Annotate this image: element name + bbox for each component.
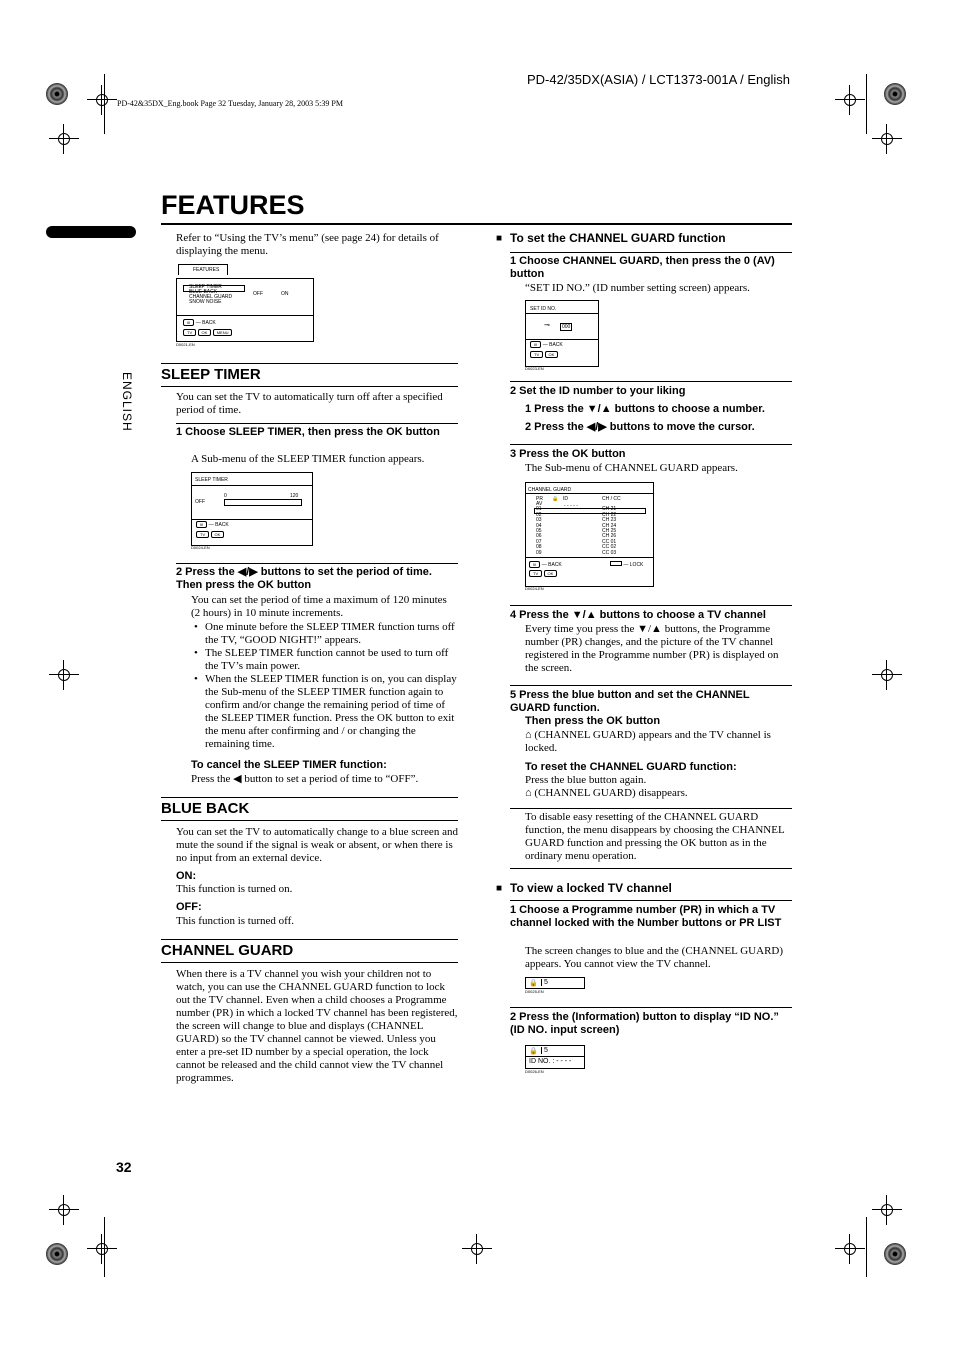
crop-mark bbox=[462, 1234, 492, 1264]
cg-row-pr: AV bbox=[536, 501, 543, 507]
sleep-cancel-heading: To cancel the SLEEP TIMER function: bbox=[191, 759, 387, 771]
cg-row-channel: CH 22 bbox=[602, 511, 617, 518]
channel-guard-screen: CHANNEL GUARD PR 🔒 ID CH / CC AV 01 CH 21 02 CH 22 03 CH 23 04 CH 24 05 CH 25 06 CH 26 07 CC 01 08 CC 02 09 CC 03 - - - - - III — BACK TV OK — LOCK D0024-EN bbox=[525, 482, 655, 594]
guard-step-2b: 2 Press the ◀/▶ buttons to move the cursor. bbox=[525, 421, 755, 433]
figure-code: D0024-EN bbox=[525, 586, 544, 591]
section-square-icon: ■ bbox=[496, 883, 503, 894]
cg-col-pr: PR bbox=[536, 496, 543, 502]
sleep-note: • The SLEEP TIMER function cannot be used to turn off the TV’s main power. bbox=[191, 647, 458, 673]
locked-screen-indicator bbox=[525, 977, 587, 997]
cg-row-channel: CH 25 bbox=[602, 527, 617, 534]
blue-off-text: This function is turned off. bbox=[176, 915, 295, 927]
set-id-back: BACK bbox=[549, 342, 563, 348]
cg-id-dashes: - - - - - bbox=[564, 503, 578, 509]
sleep-cancel-text: Press the ◀ button to set a period of time to “OFF”. bbox=[191, 773, 419, 785]
remote-back-key: III bbox=[183, 319, 194, 326]
locked-pr-number: 5 bbox=[541, 979, 548, 986]
set-guard-heading: To set the CHANNEL GUARD function bbox=[510, 231, 726, 245]
sleep-step-1: 1 Choose SLEEP TIMER, then press the OK button bbox=[176, 426, 440, 438]
cg-table-row bbox=[536, 551, 646, 556]
menu-on-option: ON bbox=[281, 291, 289, 297]
cg-back: BACK bbox=[548, 562, 562, 568]
cg-row-pr: 09 bbox=[536, 549, 542, 556]
set-id-value: 000 bbox=[562, 324, 571, 330]
menu-item: CHANNEL GUARD bbox=[189, 294, 233, 300]
guard-step-4-desc: Every time you press the ▼/▲ buttons, the Programme number (PR) changes, and the picture of the TV channel registered in the Programme number (PR) is displayed on the screen. bbox=[525, 623, 779, 674]
cg-row-pr: 05 bbox=[536, 527, 542, 534]
section-square-icon: ■ bbox=[496, 233, 503, 244]
set-id-title: SET ID NO. bbox=[530, 306, 557, 312]
guard-step-5b: Then press the OK button bbox=[525, 715, 661, 727]
registration-target bbox=[46, 83, 68, 105]
guard-step-1: 1 Choose CHANNEL GUARD, then press the 0 (AV) button bbox=[510, 255, 775, 280]
cg-row-channel: CC 02 bbox=[602, 544, 617, 551]
intro-text: Refer to “Using the TV’s menu” (see page 24) for details of displaying the menu. bbox=[176, 232, 439, 257]
title-rule bbox=[161, 223, 792, 225]
lock-icon: 🔒 bbox=[529, 1048, 538, 1055]
sleep-timer-screen: SLEEP TIMER OFF 0 120 III — BACK TV OK D0024-EN bbox=[191, 472, 315, 552]
id-input-screen bbox=[525, 1045, 587, 1079]
cg-row-channel: CC 01 bbox=[602, 538, 617, 545]
sleep-screen-title: SLEEP TIMER bbox=[195, 477, 228, 483]
cg-row-channel: CH 21 bbox=[602, 506, 617, 513]
cg-row-pr: 04 bbox=[536, 522, 542, 529]
cg-row-channel: CH 26 bbox=[602, 533, 617, 540]
sleep-step-1-desc: A Sub-menu of the SLEEP TIMER function appears. bbox=[191, 453, 425, 465]
sleep-timer-heading: SLEEP TIMER bbox=[161, 366, 261, 383]
crop-mark bbox=[49, 1195, 79, 1225]
figure-code: D0026-EN bbox=[525, 1069, 544, 1074]
guard-step-3-desc: The Sub-menu of CHANNEL GUARD appears. bbox=[525, 462, 738, 474]
crop-mark bbox=[835, 85, 865, 115]
cg-row-pr: 08 bbox=[536, 544, 542, 551]
registration-target bbox=[884, 1243, 906, 1265]
crop-mark bbox=[872, 124, 902, 154]
crop-mark bbox=[87, 1234, 117, 1264]
id-no-input: ID NO. : - - - - bbox=[529, 1058, 572, 1065]
blue-back-heading: BLUE BACK bbox=[161, 800, 250, 817]
guard-step-2a: 1 Press the ▼/▲ buttons to choose a number. bbox=[525, 403, 765, 415]
cg-title: CHANNEL GUARD bbox=[528, 487, 572, 493]
book-info-line: PD-42&35DX_Eng.book Page 32 Tuesday, January 28, 2003 5:39 PM bbox=[117, 99, 343, 108]
cg-row-pr: 07 bbox=[536, 538, 542, 545]
lock-icon: ⌂ bbox=[525, 787, 532, 799]
menu-off-option: OFF bbox=[253, 291, 263, 297]
guard-step-5: 5 Press the blue button and set the CHANNEL GUARD function. bbox=[510, 689, 750, 714]
back-label: BACK bbox=[202, 320, 216, 326]
figure-code: D0024-EN bbox=[191, 545, 210, 550]
sleep-screen-max: 120 bbox=[290, 493, 299, 499]
registration-target bbox=[884, 83, 906, 105]
blue-on-label: ON: bbox=[176, 870, 197, 882]
cg-col-chcc: CH / CC bbox=[602, 496, 621, 502]
channel-guard-intro: When there is a TV channel you wish your children not to watch, you can use the CHANNEL GUARD function to lock out the TV channel. Even when a child chooses a Programme number (PR) in which a locked TV channel has been registered, the screen will change to blue and displays (CHANNEL GUARD) so the TV channel cannot be viewed. Unless you enter a pre-set ID number by a special operation, the lock cannot be released and the child cannot view the TV channel programmes. bbox=[176, 968, 458, 1084]
sleep-note: • One minute before the SLEEP TIMER function turns off the TV, “GOOD NIGHT!” appears. bbox=[191, 621, 458, 647]
menu-item: BLUE BACK bbox=[189, 289, 218, 295]
sleep-timer-intro: You can set the TV to automatically turn off after a specified period of time. bbox=[176, 391, 443, 416]
crop-mark bbox=[872, 660, 902, 690]
page-number: 32 bbox=[116, 1159, 132, 1175]
cg-lock-icon: 🔒 bbox=[552, 496, 559, 502]
guard-step-2: 2 Set the ID number to your liking bbox=[510, 385, 686, 397]
view-step-1-desc: The screen changes to blue and the (CHANNEL GUARD) appears. You cannot view the TV channel. bbox=[525, 945, 784, 970]
set-id-screen: SET ID NO. ⊸ 000 III — BACK TV OK D0023-EN bbox=[525, 300, 600, 375]
crop-mark bbox=[49, 660, 79, 690]
cg-col-id: ID bbox=[563, 496, 568, 502]
reset-heading: To reset the CHANNEL GUARD function: bbox=[525, 761, 737, 773]
reset-text-1: Press the blue button again. bbox=[525, 774, 647, 786]
document-id: PD-42/35DX(ASIA) / LCT1373-001A / English bbox=[527, 72, 791, 87]
guard-step-3: 3 Press the OK button bbox=[510, 448, 626, 460]
menu-item: SLEEP TIMER bbox=[189, 284, 222, 290]
figure-code: D0023-EN bbox=[525, 366, 544, 371]
cg-lock: LOCK bbox=[629, 562, 644, 568]
cg-row-channel: CC 03 bbox=[602, 549, 617, 556]
cg-row-pr: 02 bbox=[536, 511, 542, 518]
features-menu-screen: FEATURES SLEEP TIMER BLUE BACK CHANNEL GUARD SNOW NOISE OFF ON III — BACK TV OK MENU D0021-EN bbox=[176, 264, 316, 344]
view-step-1: 1 Choose a Programme number (PR) in which a TV channel locked with the Number buttons or PR LIST bbox=[510, 904, 782, 929]
blue-on-text: This function is turned on. bbox=[176, 883, 293, 895]
cg-row-pr: 03 bbox=[536, 517, 542, 524]
registration-target bbox=[46, 1243, 68, 1265]
sleep-slider bbox=[224, 499, 302, 506]
menu-tab-label: FEATURES bbox=[193, 267, 220, 273]
page-title: FEATURES bbox=[161, 190, 305, 220]
sleep-step-2-desc: You can set the period of time a maximum of 120 minutes (2 hours) in 10 minute increments. bbox=[191, 594, 447, 619]
lock-icon: ⌂ bbox=[525, 729, 532, 741]
view-step-2: 2 Press the (Information) button to display “ID NO.” (ID NO. input screen) bbox=[510, 1011, 779, 1036]
guard-step-5-desc: (CHANNEL GUARD) appears and the TV channel is locked. bbox=[525, 729, 771, 754]
blue-off-label: OFF: bbox=[176, 901, 202, 913]
guard-step-1-desc: “SET ID NO.” (ID number setting screen) appears. bbox=[525, 282, 750, 294]
cg-row-pr: 06 bbox=[536, 533, 542, 540]
sleep-note: • When the SLEEP TIMER function is on, you can display the Sub-menu of the SLEEP TIMER function again to confirm and/or change the remaining period of time of the SLEEP TIMER function. Press the OK button to exit the menu after confirming and / or changing the remaining time. bbox=[191, 673, 458, 751]
language-side-label: ENGLISH bbox=[120, 372, 134, 432]
crop-mark bbox=[835, 1234, 865, 1264]
figure-code: D0021-EN bbox=[176, 342, 195, 347]
sleep-screen-back: BACK bbox=[215, 522, 229, 528]
view-locked-heading: To view a locked TV channel bbox=[510, 881, 672, 895]
guard-step-4: 4 Press the ▼/▲ buttons to choose a TV channel bbox=[510, 609, 766, 621]
section-tab bbox=[46, 226, 136, 238]
crop-mark bbox=[872, 1195, 902, 1225]
blue-back-intro: You can set the TV to automatically change to a blue screen and mute the sound if the signal is weak or absent, or when there is no input from an external device. bbox=[176, 826, 458, 864]
figure-code: D0025-EN bbox=[525, 989, 544, 994]
key-icon: ⊸ bbox=[544, 322, 550, 329]
sleep-screen-min: 0 bbox=[224, 493, 227, 499]
channel-guard-heading: CHANNEL GUARD bbox=[161, 942, 294, 959]
menu-item: SNOW NOISE bbox=[189, 299, 222, 305]
crop-mark bbox=[87, 85, 117, 115]
cg-row-pr: 01 bbox=[536, 506, 542, 513]
guard-note: To disable easy resetting of the CHANNEL GUARD function, the menu disappears by choosing the CHANNEL GUARD function and pressing the OK button as in the ordinary menu operation. bbox=[525, 811, 785, 862]
lock-icon: 🔒 bbox=[529, 980, 538, 987]
crop-mark bbox=[49, 124, 79, 154]
reset-text-2: (CHANNEL GUARD) disappears. bbox=[534, 787, 688, 799]
cg-row-channel: CH 24 bbox=[602, 522, 617, 529]
sleep-step-2: 2 Press the ◀/▶ buttons to set the period of time. Then press the OK button bbox=[176, 566, 432, 591]
sleep-screen-off: OFF bbox=[195, 499, 205, 505]
cg-row-channel: CH 23 bbox=[602, 517, 617, 524]
id-pr-number: 5 bbox=[541, 1047, 548, 1054]
